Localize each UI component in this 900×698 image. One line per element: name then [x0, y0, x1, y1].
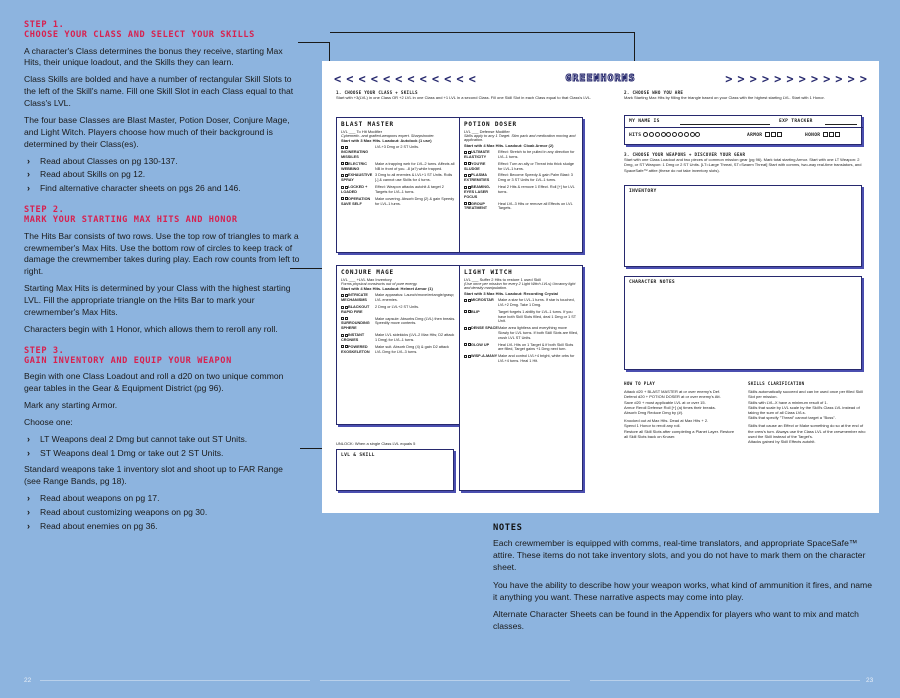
class-flavor: (Use once per mission for every 2 Light Witch LVLs) Uncanny light and density manipulation.: [464, 281, 576, 291]
character-notes-box[interactable]: [624, 276, 862, 370]
chevron-left-icon: <: [382, 72, 391, 86]
step-3-title: GAIN INVENTORY AND EQUIP YOUR WEAPON: [24, 355, 232, 366]
rule-line: Attack d20 + BLAST MASTER at or over enemy's Def.: [624, 389, 721, 395]
skill-row[interactable]: ELECTRIC WEBBING Make a trapping web for LVL-2 turns. Affects all NB in front of you. -8 (a?) while trapped.: [341, 161, 455, 171]
chevron-right-icon: >: [798, 72, 806, 86]
reference-item: › Read about Skills on pg 12.: [27, 169, 146, 180]
skills-clarification: [748, 381, 866, 444]
lvl-skill-field[interactable]: [336, 449, 454, 491]
step-2-paragraph: Characters begin with 1 Honor, which allows them to reroll any roll.: [24, 323, 278, 334]
class-title: POTION DOSER: [464, 121, 517, 128]
skill-row[interactable]: YOU'RE SLUDGE Effect: Turn an ally or Threat into thick sludge for LVL-1 turns.: [464, 161, 575, 171]
chevron-left-icon: <: [407, 72, 415, 86]
rule-line: Attacks gained by Skill Effects autohit.: [748, 438, 816, 444]
rule-line: Armor Reroll Defense Roll [+] (a) times their breaks.: [624, 404, 716, 410]
section-2-text: Mark Starting Max Hits by filling the triangle based on your Class with the highest starting LVL. Start with 1 Honor.: [624, 95, 825, 101]
chevron-right-icon: ›: [27, 447, 30, 458]
skill-slot-checkbox[interactable]: [345, 146, 348, 149]
chevron-right-icon: >: [786, 72, 794, 86]
step-3-paragraph: Begin with one Class Loadout and roll a d20 on two unique common gear tables in the Gear & Equipment District (pg 96).: [24, 371, 284, 394]
step-1-paragraph: Class Skills are bolded and have a number of rectangular Skill Slots to the left of the Skill's name. Fill one Skill Slot in each Class equal to that Class's LVL.: [24, 74, 294, 109]
reference-item: › Read about enemies on pg 36.: [27, 520, 158, 531]
chevron-right-icon: >: [847, 72, 855, 86]
skill-row[interactable]: BLACKOUT RAPID FIRE 2 Dmg or LVL+2 ST Units.: [341, 305, 420, 314]
class-box-light-witch: [459, 265, 583, 491]
chevron-left-icon: <: [419, 72, 427, 86]
identity-box: [624, 115, 862, 145]
section-1-heading: 1. CHOOSE YOUR CLASS + SKILLS: [336, 90, 418, 95]
skill-row[interactable]: BEAMING-EYES LASER FOCUS Heal 2 Hits & remove 1 Effect. Roll [+] for LVL turns.: [464, 185, 575, 199]
footer-rule: [40, 680, 310, 681]
rule-line: Knocked out at Max Hits. Dead at Max Hits + 2.: [624, 418, 709, 424]
how-to-play-heading: HOW TO PLAY: [624, 381, 656, 386]
class-title: BLAST MASTER: [341, 121, 394, 128]
reference-item: › Read about customizing weapons on pg 30.: [27, 506, 208, 517]
chevron-right-icon: >: [810, 72, 819, 86]
step-3: [24, 346, 302, 533]
skill-row[interactable]: POWERED EXOSKELETON Make suit. Absorb Dmg (4) & gain D2 attack LVL Dmg for LVL-3 turns.: [341, 344, 449, 354]
banner-chevrons-right: [725, 72, 867, 86]
section-3-heading: 3. CHOOSE YOUR WEAPONS + DISCOVER YOUR GEAR: [624, 152, 746, 157]
notes-title: NOTES: [493, 523, 523, 533]
class-start: Start with 3 Max Hits. Loadout: Recording Crystal: [464, 290, 559, 296]
page-number-left: 22: [24, 677, 32, 684]
class-flavor: Forms physical constructs out of pure energy.: [341, 281, 418, 286]
chevron-right-icon: >: [835, 72, 843, 86]
chevron-right-icon: >: [725, 72, 733, 86]
step-1-paragraph: The four base Classes are Blast Master, Potion Doser, Conjure Mage, and Light Witch. Players choose how much of their background is determined by their Class(es).: [24, 114, 290, 149]
skill-row[interactable]: INSTANT CRONIES Make LVL sidekicks (LVL-2 Max Hits; D2 attack 1 Dmg) for LVL-1 turns.: [341, 333, 455, 342]
exp-tracker-label: EXP TRACKER: [779, 119, 813, 124]
chevron-right-icon: ›: [27, 506, 30, 517]
chevron-right-icon: >: [737, 72, 745, 86]
sheet-title: GREENHORNS: [565, 72, 636, 84]
section-2-heading: 2. CHOOSE WHO YOU ARE: [624, 90, 684, 95]
step-2-paragraph: The Hits Bar consists of two rows. Use the top row of triangles to mark a crewmember's Max Hits. Use the bottom row of circles to keep track of damage the crewmember takes during play. Each row counts from left to right.: [24, 230, 300, 277]
sheet-banner: [334, 72, 867, 86]
honor-label: HONOR: [805, 132, 821, 138]
skill-row[interactable]: SURROUNDING SPHERE Make capsule: Absorbs Dmg (LVL) then breaks. Speedily move contents.: [341, 316, 456, 331]
rule-line: Skills that scale by LVL scale by the Skill's Class LVL instead of taking the sum of all Class LVLs.: [748, 404, 860, 415]
step-3-references: [24, 493, 302, 533]
class-flavor: Skills apply to any 1 Target. Stim pack and medication moving and application.: [464, 133, 576, 143]
class-start: Start with 3 Max Hits. Loadout: Autolock (1 use): [341, 138, 432, 144]
chevron-right-icon: ›: [27, 520, 30, 531]
class-start: Start with 4 Max Hits. Loadout: Cloak Armor (2): [464, 142, 554, 148]
rule-line: Skills with LVL-X have a minimum result of 1.: [748, 399, 828, 405]
step-2-paragraph: Starting Max Hits is determined by your Class with the highest starting LVL. Fill the appropriate triangle on the Hits Bar to mark your crewmember's Max Hits.: [24, 283, 291, 317]
banner-chevrons-left: [334, 72, 476, 86]
weapon-option: › LT Weapons deal 2 Dmg but cannot take out ST Units.: [27, 433, 248, 444]
class-title: LIGHT WITCH: [464, 269, 513, 276]
chevron-right-icon: >: [823, 72, 831, 86]
chevron-left-icon: <: [456, 72, 464, 86]
class-flavor: Cybernetic- and grafted-weapons expert. Sharpshooter.: [341, 133, 435, 138]
chevron-left-icon: <: [431, 72, 440, 86]
class-box-potion-doser: [459, 117, 583, 253]
armor-tracker: [743, 129, 787, 142]
step-1: [24, 20, 302, 195]
hits-circles[interactable]: [643, 132, 701, 139]
rule-line: Skills that cause an Effect or Make something do so at the end of the crew's turn. Always use the Class LVL of the crewmember who used the Skill instead of the Target's.: [748, 423, 866, 439]
step-3-paragraph: Standard weapons take 1 inventory slot and shoot up to FAR Range (see Range Bands, pg 18).: [24, 464, 283, 487]
honor-boxes[interactable]: [823, 132, 840, 139]
class-modifier[interactable]: LVL ___ Suffer 2 Hits to restore 1 used Skill: [464, 276, 542, 282]
rule-line: Defend d20 + POTION DOSER at or over enemy's Att.: [624, 394, 721, 400]
skill-row[interactable]: GROUP TREATMENT Heal LVL-3 Hits or remove all Effects on LVL Targets.: [464, 201, 573, 211]
class-title: CONJURE MAGE: [341, 269, 394, 276]
weapon-options: [24, 434, 302, 460]
section-3-text: Start with one Class Loadout and two pieces of common mission gear (pg 96). Mark total starting Armor. Start with one LT Weapon: 2 Dmg, or ST Weapon: 1 Dmg or 2 ST Units. [LT=Large Threat, ST=Swarm Threat] Start with comms, two-way real-time translators, and SpaceSafe™ attire (these do not take inventory slots).: [624, 157, 862, 173]
rule-line: Absorb Dmg Reduce Dmg by (#).: [624, 410, 684, 415]
step-2-number: STEP 2.: [24, 205, 65, 216]
section-2: [624, 90, 869, 100]
divider: [625, 127, 863, 128]
character-notes-label: CHARACTER NOTES: [629, 280, 675, 285]
inventory-label: INVENTORY: [629, 189, 657, 194]
inventory-box[interactable]: [624, 185, 862, 267]
skill-row[interactable]: PLASMA EXTREMITIES Effect: Become Speedy & gain Palm Blast: 3 Dmg or 3 ST Units for LVL-1 turns.: [464, 173, 573, 183]
how-to-play: [624, 381, 736, 439]
chevron-left-icon: <: [358, 72, 366, 86]
rule-line: Skills automatically succeed and can be used once per filled Skill Slot per mission.: [748, 389, 863, 400]
reference-item: › Read about weapons on pg 17.: [27, 493, 160, 504]
skill-row[interactable]: GLOW UP Heal LVL Hits on 1 Target & if both Skill Slots are filled, Target gains +1 Dmg next turn.: [464, 343, 578, 352]
chevron-right-icon: ›: [27, 433, 30, 444]
chevron-right-icon: ›: [27, 155, 30, 166]
notes-paragraph: Alternate Character Sheets can be found in the Appendix for players who want to mix and match classes.: [493, 609, 859, 632]
unlock-text: UNLOCK: When a single Class LVL equals 5: [336, 441, 416, 446]
lvl-skill-label: LVL & SKILL: [341, 453, 375, 458]
step-3-paragraph: Choose one:: [24, 416, 73, 427]
class-box-conjure-mage: [336, 265, 461, 425]
notes-paragraph: You have the ability to describe how your weapon works, what kind of ammunition it fires, and name it anything you want. These narrative aspects may come into play.: [493, 579, 872, 602]
hits-bar: [625, 129, 705, 142]
chevron-left-icon: <: [468, 72, 476, 86]
notes-paragraph: Each crewmember is equipped with comms, real-time translators, and appropriate SpaceSafe™ attire. These items do not take inventory slots, and you do not have to mark them on the character sheet.: [493, 538, 866, 572]
skills-clarification-heading: SKILLS CLARIFICATION: [748, 381, 805, 386]
skill-row[interactable]: INTRICATE MECHANISMS Make apparatus: Launch/move/entangle/grasp; LVL enemies.: [341, 293, 455, 303]
chevron-left-icon: <: [334, 72, 342, 86]
armor-boxes[interactable]: [765, 132, 782, 139]
skill-row[interactable]: LOCKED + LOADED Effect: Weapon attacks autohit & target 2 Targets for LVL-1 turns.: [341, 185, 444, 194]
character-sheet: [322, 61, 879, 513]
class-box-blast-master: [336, 117, 461, 253]
chevron-left-icon: <: [346, 72, 354, 86]
instructions-column: [24, 20, 302, 543]
reference-item: › Read about Classes on pg 130-137.: [27, 155, 178, 166]
skill-row[interactable]: DENSE SPACE Make area lightless and everything move Slowly for LVL turns. If both Skill Slots are filled, crush LVL ST Units.: [464, 326, 578, 340]
step-1-references: [24, 156, 302, 196]
section-1: [336, 90, 606, 100]
rule-line: Restore all Skill Slots after completing a Planet Layer. Restore all Skill Slots back on Kruser.: [624, 428, 735, 439]
honor-tracker: [801, 129, 845, 142]
name-label: MY NAME IS: [629, 119, 660, 124]
weapon-option: › ST Weapons deal 1 Dmg or take out 2 ST Units.: [27, 447, 224, 458]
rule-line: Skills that specify "Threat" cannot target a "Boss".: [748, 415, 836, 421]
chevron-left-icon: <: [395, 72, 403, 86]
chevron-right-icon: >: [749, 72, 757, 86]
class-modifier[interactable]: LVL ___ +LVL Max Inventory: [341, 276, 392, 282]
name-input-line[interactable]: [680, 124, 770, 125]
chevron-right-icon: >: [859, 72, 867, 86]
skill-row[interactable]: EXHAUSTIVE SPRAY 3 Dmg to all enemies & LVL+1 ST Units. Rolls [-] & cannot use Skills for 4 turns.: [341, 173, 453, 183]
class-start: Start with 4 Max Hits. Loadout: Helmet Armor (1): [341, 286, 433, 292]
footer-rule: [590, 680, 860, 681]
rule-line: Save d20 + most applicable LVL at or over 15.: [624, 399, 706, 405]
skill-row[interactable]: INCINERATING MISSILES LVL+3 Dmg or 2 ST Units.: [341, 145, 420, 159]
skill-row[interactable]: MICROSTAR Make a star for LVL-1 turns. If star is touched, LVL+2 Dmg. Take 1 Dmg.: [464, 298, 578, 307]
chevron-right-icon: ›: [27, 493, 30, 504]
notes-section: [493, 522, 878, 639]
section-1-text: Start with +3(LVL) in one Class OR +2 LVL in one Class and +1 LVL in a second Class. Fill one Skill Slot in each Class equal to that Class's LVL.: [336, 95, 592, 101]
step-2-title: MARK YOUR STARTING MAX HITS AND HONOR: [24, 215, 238, 226]
rule-line: Spend 1 Honor to reroll any roll.: [624, 423, 681, 429]
chevron-right-icon: ›: [27, 183, 30, 194]
chevron-right-icon: >: [761, 72, 770, 86]
chevron-right-icon: ›: [27, 169, 30, 180]
step-1-paragraph: A character's Class determines the bonus they receive, starting Max Hits, their unique loadout, and the Skills they can learn.: [24, 45, 283, 68]
hits-label: HITS: [629, 132, 642, 138]
armor-label: ARMOR: [747, 132, 763, 138]
page-number-right: 23: [866, 677, 874, 684]
chevron-left-icon: <: [370, 72, 378, 86]
class-modifier[interactable]: LVL ___ Defense Modifier: [464, 128, 510, 134]
skill-slot-checkbox[interactable]: [345, 317, 348, 320]
step-1-number: STEP 1.: [24, 20, 65, 30]
exp-input-line[interactable]: [825, 124, 857, 125]
chevron-left-icon: <: [444, 72, 452, 86]
skill-row[interactable]: WISP-A-MANY Make and control LVL+4 bright, white orbs for LVL+4 turns. Heal 1 Hit.: [464, 354, 578, 363]
step-2: [24, 205, 302, 336]
reference-item: › Find alternative character sheets on pgs 26 and 146.: [27, 183, 241, 194]
skill-row[interactable]: OPERATION SAVE SELF Make covering. Absorb Dmg (2) & gain Speedy for LVL-1 turns.: [341, 196, 455, 206]
step-3-paragraph: Mark any starting Armor.: [24, 399, 118, 410]
footer-rule: [320, 680, 570, 681]
section-3: [624, 152, 869, 173]
chevron-right-icon: >: [774, 72, 782, 86]
step-1-title: CHOOSE YOUR CLASS AND SELECT YOUR SKILLS: [24, 30, 255, 41]
skill-row[interactable]: ULTIMATE ELASTICITY Effect: Stretch to be pulled in any direction for LVL-1 turns.: [464, 150, 575, 159]
step-3-number: STEP 3.: [24, 345, 65, 356]
skill-row[interactable]: BLIP Target forgets 1 ability for LVL-1 turns. If you have both Skill Slots filled, deal 1 Dmg or 1 ST Unit.: [464, 310, 578, 324]
class-modifier[interactable]: LVL ___ To Hit Modifier: [341, 128, 383, 134]
